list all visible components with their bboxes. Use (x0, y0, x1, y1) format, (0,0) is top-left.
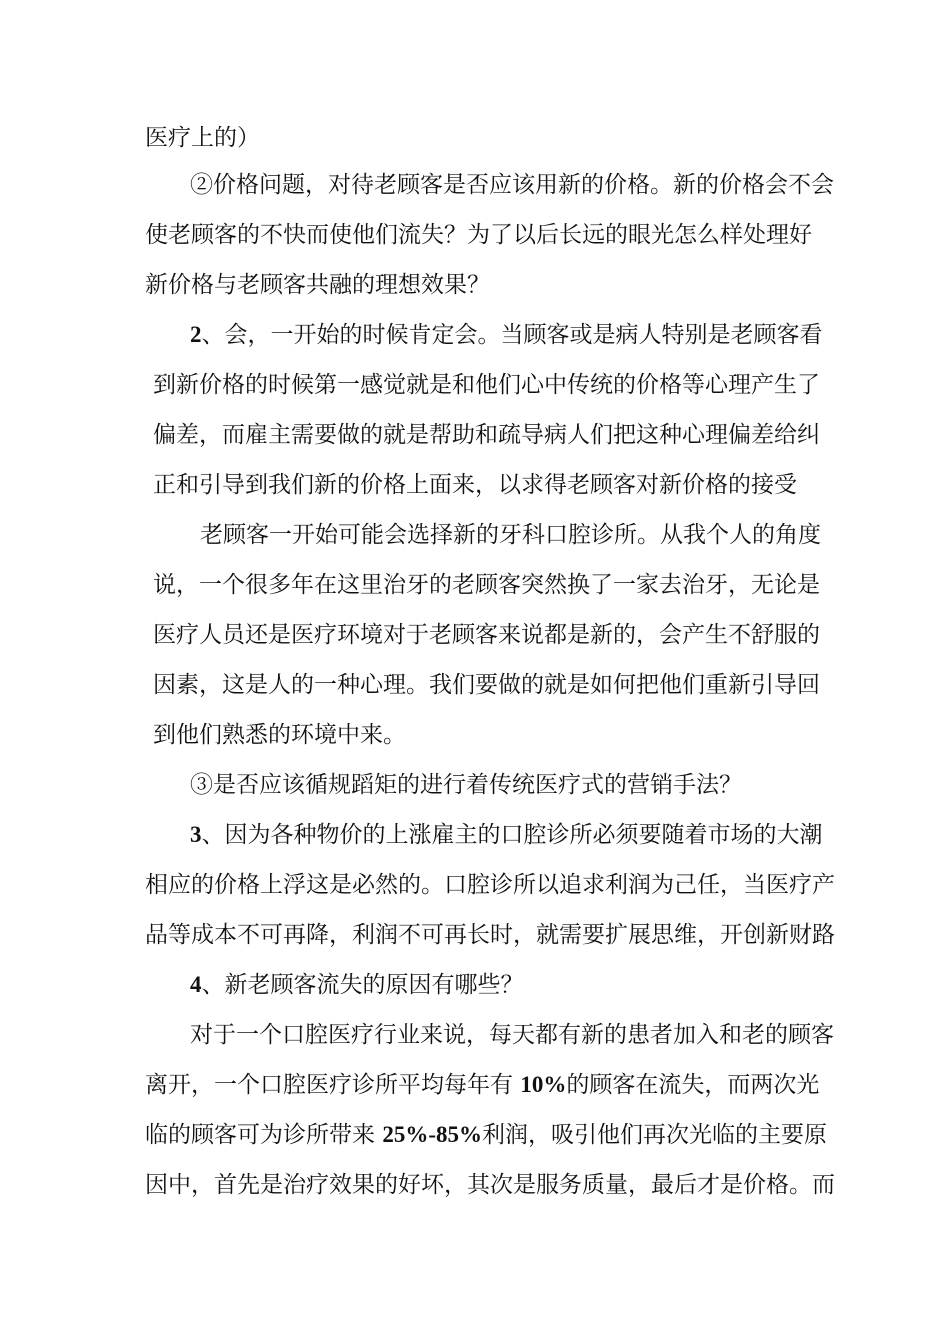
line-text: 偏差，而雇主需要做的就是帮助和疏导病人们把这种心理偏差给纠 (153, 422, 820, 448)
paragraph-line (153, 460, 950, 510)
paragraph-line (190, 960, 950, 1010)
percentage-figure: 10% (520, 1072, 567, 1097)
line-text: 医疗人员还是医疗环境对于老顾客来说都是新的，会产生不舒服的 (153, 622, 820, 648)
line-text: 医疗上的） (145, 125, 260, 151)
paragraph-line (145, 210, 950, 260)
paragraph-line (200, 510, 950, 560)
line-text: 正和引导到我们新的价格上面来，以求得老顾客对新价格的接受 (153, 472, 797, 498)
line-text: 的顾客在流失，而两次光 (566, 1072, 820, 1098)
item-number: 2 (190, 322, 202, 347)
line-text: 相应的价格上浮这是必然的。口腔诊所以追求利润为己任，当医疗产 (145, 872, 835, 898)
paragraph-line (145, 113, 950, 163)
paragraph-line (145, 1060, 950, 1110)
item-number: 3 (190, 822, 202, 847)
line-text: 、因为各种物价的上涨雇主的口腔诊所必须要随着市场的大潮 (201, 822, 823, 848)
line-text: 老顾客一开始可能会选择新的牙科口腔诊所。从我个人的角度 (200, 522, 821, 548)
paragraph-line (153, 610, 950, 660)
line-text: 、会，一开始的时候肯定会。当顾客或是病人特别是老顾客看 (201, 322, 823, 348)
line-text: 、新老顾客流失的原因有哪些？ (201, 972, 524, 998)
paragraph-line (145, 860, 950, 910)
line-text: ③是否应该循规蹈矩的进行着传统医疗式的营销手法？ (190, 772, 742, 798)
line-text: 说，一个很多年在这里治牙的老顾客突然换了一家去治牙，无论是 (153, 572, 820, 598)
paragraph-line (190, 310, 950, 360)
line-text: ②价格问题，对待老顾客是否应该用新的价格。新的价格会不会 (190, 172, 834, 198)
line-text: 离开，一个口腔医疗诊所平均每年有 (145, 1072, 521, 1098)
item-number: 4 (190, 972, 202, 997)
line-text: 因中，首先是治疗效果的好坏，其次是服务质量，最后才是价格。而 (145, 1172, 835, 1198)
line-text: 品等成本不可再降，利润不可再长时，就需要扩展思维，开创新财路 (145, 922, 835, 948)
line-text: 因素，这是人的一种心理。我们要做的就是如何把他们重新引导回 (153, 672, 820, 698)
paragraph-line (153, 710, 950, 760)
paragraph-line (190, 1010, 950, 1060)
paragraph-line (153, 410, 950, 460)
paragraph-line (153, 560, 950, 610)
line-text: 对于一个口腔医疗行业来说，每天都有新的患者加入和老的顾客 (190, 1022, 834, 1048)
paragraph-line (145, 1160, 950, 1210)
paragraph-line (145, 1110, 950, 1160)
line-text: 到新价格的时候第一感觉就是和他们心中传统的价格等心理产生了 (153, 372, 820, 398)
paragraph-line (153, 360, 950, 410)
paragraph-line (145, 910, 950, 960)
paragraph-line (145, 260, 950, 310)
paragraph-line (190, 160, 950, 210)
line-text: 到他们熟悉的环境中来。 (153, 722, 406, 748)
line-text: 使老顾客的不快而使他们流失？为了以后长远的眼光怎么样处理好 (145, 222, 812, 248)
percentage-figure: 25%-85% (382, 1122, 482, 1147)
line-text: 利润，吸引他们再次光临的主要原 (481, 1122, 827, 1148)
paragraph-line (190, 760, 950, 810)
line-text: 新价格与老顾客共融的理想效果？ (145, 272, 490, 298)
line-text: 临的顾客可为诊所带来 (145, 1122, 383, 1148)
paragraph-line (190, 810, 950, 860)
paragraph-line (153, 660, 950, 710)
